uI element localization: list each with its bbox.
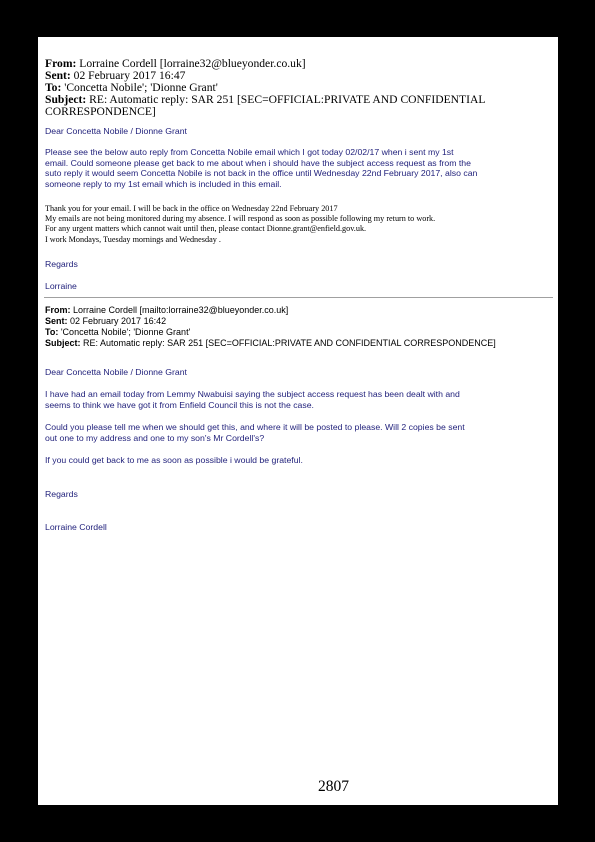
- paragraph-2: [45, 389, 555, 410]
- sent-line: Sent: 02 February 2017 16:42: [45, 316, 167, 326]
- paragraph-1: [45, 147, 555, 189]
- auto-reply-text: [45, 204, 555, 245]
- text-line: I have had an email today from Lemmy Nwabuisi saying the subject access request has been dealt with and: [45, 389, 460, 399]
- text-line: I work Mondays, Tuesday mornings and Wednesday .: [45, 234, 221, 244]
- subject-line: Subject: RE: Automatic reply: SAR 251 [SEC=OFFICIAL:PRIVATE AND CONFIDENTIAL CORRESPONDENCE]: [45, 338, 496, 348]
- to-line: To: 'Concetta Nobile'; 'Dionne Grant': [45, 81, 218, 94]
- document-page: [38, 37, 558, 805]
- paragraph-3: [45, 422, 555, 443]
- greeting-1: Dear Concetta Nobile / Dionne Grant: [45, 126, 187, 136]
- greeting-2: Dear Concetta Nobile / Dionne Grant: [45, 367, 187, 377]
- text-line: Could you please tell me when we should get this, and where it will be posted to please. Will 2 copies be sent: [45, 422, 465, 432]
- text-line: My emails are not being monitored during my absence. I will respond as soon as possible following my return to work.: [45, 214, 436, 224]
- paragraph-4: If you could get back to me as soon as possible i would be grateful.: [45, 455, 303, 465]
- text-line: Please see the below auto reply from Concetta Nobile email which I got today 02/02/17 when i sent my 1st: [45, 147, 454, 157]
- text-line: seems to think we have got it from Enfield Council this is not the case.: [45, 399, 314, 410]
- separator-line: [44, 297, 553, 298]
- text-line: For any urgent matters which cannot wait until then, please contact Dionne.grant@enfield.gov.uk.: [45, 224, 367, 234]
- signature-1: Lorraine: [45, 281, 77, 291]
- to-line: To: 'Concetta Nobile'; 'Dionne Grant': [45, 327, 191, 337]
- sent-line: Sent: 02 February 2017 16:47: [45, 69, 186, 82]
- subject-line-continued: CORRESPONDENCE]: [45, 105, 156, 118]
- subject-line: Subject: RE: Automatic reply: SAR 251 [SEC=OFFICIAL:PRIVATE AND CONFIDENTIAL: [45, 93, 486, 106]
- regards-1: Regards: [45, 259, 78, 269]
- email-header-1: [45, 58, 550, 118]
- signature-2: Lorraine Cordell: [45, 522, 107, 532]
- text-line: Thank you for your email. I will be back in the office on Wednesday 22nd February 2017: [45, 204, 338, 213]
- text-line: suto reply it would seem Concetta Nobile is not back in the office until Wednesday 22nd February 2017, also can: [45, 168, 478, 179]
- page-number: 2807: [318, 778, 349, 795]
- text-line: out one to my address and one to my son's Mr Cordell's?: [45, 432, 265, 443]
- from-line: From: Lorraine Cordell [lorraine32@blueyonder.co.uk]: [45, 57, 306, 70]
- regards-2: Regards: [45, 489, 78, 499]
- text-line: email. Could someone please get back to me about when i should have the subject access request as from the: [45, 157, 471, 168]
- from-line: From: Lorraine Cordell [mailto:lorraine32@blueyonder.co.uk]: [45, 305, 289, 315]
- email-header-2: [45, 305, 496, 349]
- text-line: someone reply to my 1st email which is included in this email.: [45, 178, 282, 189]
